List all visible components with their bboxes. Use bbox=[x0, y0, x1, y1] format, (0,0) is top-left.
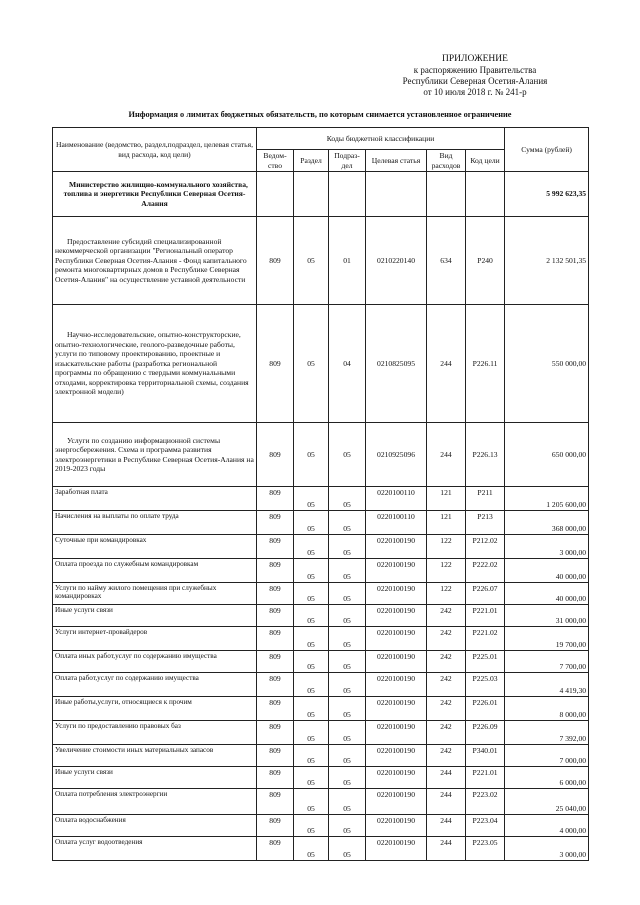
row-section: 05 bbox=[294, 535, 329, 559]
row-dept: 809 bbox=[257, 673, 294, 697]
row-exp-type: 244 bbox=[427, 789, 466, 815]
row-exp-type: 121 bbox=[427, 487, 466, 511]
row-subsection: 05 bbox=[329, 511, 366, 535]
row-dept: 809 bbox=[257, 721, 294, 745]
row-exp-type: 244 bbox=[427, 837, 466, 861]
row-goal: P226.13 bbox=[466, 423, 505, 487]
row-subsection: 05 bbox=[329, 487, 366, 511]
row-name: Иные услуги связи bbox=[53, 605, 257, 627]
row-sum: 7 700,00 bbox=[505, 651, 589, 673]
row-sum: 368 000,00 bbox=[505, 511, 589, 535]
row-name: Услуги по предоставлению правовых баз bbox=[53, 721, 257, 745]
table-row bbox=[53, 651, 589, 673]
row-goal: P226.09 bbox=[466, 721, 505, 745]
row-subsection: 05 bbox=[329, 837, 366, 861]
table-row bbox=[53, 815, 589, 837]
row-sum: 1 205 600,00 bbox=[505, 487, 589, 511]
row-goal: P213 bbox=[466, 511, 505, 535]
row-section: 05 bbox=[294, 423, 329, 487]
row-target: 0220100110 bbox=[366, 487, 427, 511]
row-dept: 809 bbox=[257, 745, 294, 767]
row-goal: P221.01 bbox=[466, 605, 505, 627]
row-section: 05 bbox=[294, 767, 329, 789]
row-sum: 4 000,00 bbox=[505, 815, 589, 837]
row-name: Услуги интернет-провайдеров bbox=[53, 627, 257, 651]
row-subsection: 05 bbox=[329, 745, 366, 767]
row-target: 0220100190 bbox=[366, 535, 427, 559]
row-exp-type: 244 bbox=[427, 305, 466, 423]
row-target: 0220100190 bbox=[366, 815, 427, 837]
col-header-dept: Ведом-ство bbox=[257, 150, 294, 172]
row-goal: P221.02 bbox=[466, 627, 505, 651]
header-line-4: от 10 июля 2018 г. № 241-р bbox=[423, 87, 527, 97]
row-section: 05 bbox=[294, 217, 329, 305]
row-section: 05 bbox=[294, 673, 329, 697]
row-goal: P340.01 bbox=[466, 745, 505, 767]
row-target: 0220100190 bbox=[366, 697, 427, 721]
row-sum: 3 000,00 bbox=[505, 837, 589, 861]
row-dept: 809 bbox=[257, 605, 294, 627]
row-dept: 809 bbox=[257, 559, 294, 583]
row-section: 05 bbox=[294, 789, 329, 815]
row-subsection: 05 bbox=[329, 767, 366, 789]
row-section: 05 bbox=[294, 605, 329, 627]
col-header-name: Наименование (ведомство, раздел,подраздел, целевая статья, вид расхода, код цели) bbox=[53, 128, 257, 172]
row-dept: 809 bbox=[257, 511, 294, 535]
table-row bbox=[53, 697, 589, 721]
table-row bbox=[53, 217, 589, 305]
table-row bbox=[53, 745, 589, 767]
row-sum: 40 000,00 bbox=[505, 559, 589, 583]
budget-table bbox=[52, 127, 589, 861]
row-section: 05 bbox=[294, 511, 329, 535]
ministry-row bbox=[53, 172, 589, 217]
row-name: Оплата проезда по служебным командировкам bbox=[53, 559, 257, 583]
row-goal: P222.02 bbox=[466, 559, 505, 583]
row-exp-type: 634 bbox=[427, 217, 466, 305]
row-sum: 19 700,00 bbox=[505, 627, 589, 651]
row-goal: P226.07 bbox=[466, 583, 505, 605]
row-exp-type: 242 bbox=[427, 697, 466, 721]
row-subsection: 05 bbox=[329, 535, 366, 559]
row-section: 05 bbox=[294, 583, 329, 605]
table-row bbox=[53, 767, 589, 789]
row-target: 0220100190 bbox=[366, 673, 427, 697]
row-dept: 809 bbox=[257, 535, 294, 559]
row-exp-type: 244 bbox=[427, 423, 466, 487]
col-header-goal: Код цели bbox=[466, 150, 505, 172]
row-dept: 809 bbox=[257, 837, 294, 861]
row-section: 05 bbox=[294, 721, 329, 745]
row-section: 05 bbox=[294, 559, 329, 583]
row-goal: P223.04 bbox=[466, 815, 505, 837]
row-sum: 550 000,00 bbox=[505, 305, 589, 423]
row-goal: P226.11 bbox=[466, 305, 505, 423]
row-exp-type: 242 bbox=[427, 651, 466, 673]
row-target: 0220100190 bbox=[366, 605, 427, 627]
row-subsection: 05 bbox=[329, 721, 366, 745]
row-section: 05 bbox=[294, 487, 329, 511]
header-line-2: к распоряжению Правительства bbox=[413, 65, 537, 75]
row-section: 05 bbox=[294, 305, 329, 423]
ministry-name: Министерство жилищно-коммунального хозяйства, топлива и энергетики Республики Северная Осетия-Алания bbox=[53, 172, 257, 217]
row-sum: 7 392,00 bbox=[505, 721, 589, 745]
table-row bbox=[53, 423, 589, 487]
row-target: 0220100190 bbox=[366, 745, 427, 767]
row-dept: 809 bbox=[257, 789, 294, 815]
document-header bbox=[380, 54, 570, 98]
row-goal: P223.05 bbox=[466, 837, 505, 861]
row-sum: 40 000,00 bbox=[505, 583, 589, 605]
row-dept: 809 bbox=[257, 767, 294, 789]
row-sum: 4 419,30 bbox=[505, 673, 589, 697]
row-goal: P225.01 bbox=[466, 651, 505, 673]
row-name: Иные услуги связи bbox=[53, 767, 257, 789]
row-name: Увеличение стоимости иных материальных запасов bbox=[53, 745, 257, 767]
row-target: 0220100110 bbox=[366, 511, 427, 535]
row-subsection: 01 bbox=[329, 217, 366, 305]
row-subsection: 05 bbox=[329, 673, 366, 697]
row-goal: P221.01 bbox=[466, 767, 505, 789]
row-exp-type: 122 bbox=[427, 583, 466, 605]
row-name: Заработная плата bbox=[53, 487, 257, 511]
row-dept: 809 bbox=[257, 627, 294, 651]
row-dept: 809 bbox=[257, 697, 294, 721]
row-exp-type: 242 bbox=[427, 673, 466, 697]
row-goal: P223.02 bbox=[466, 789, 505, 815]
row-exp-type: 242 bbox=[427, 627, 466, 651]
col-header-sum: Сумма (рублей) bbox=[505, 128, 589, 172]
row-dept: 809 bbox=[257, 651, 294, 673]
col-header-target: Целевая статья bbox=[366, 150, 427, 172]
row-section: 05 bbox=[294, 837, 329, 861]
row-name: Оплата иных работ,услуг по содержанию имущества bbox=[53, 651, 257, 673]
row-subsection: 05 bbox=[329, 559, 366, 583]
row-dept: 809 bbox=[257, 487, 294, 511]
row-name: Оплата работ,услуг по содержанию имущества bbox=[53, 673, 257, 697]
row-goal: P226.01 bbox=[466, 697, 505, 721]
table-row bbox=[53, 837, 589, 861]
table-row bbox=[53, 559, 589, 583]
document-title: Информация о лимитах бюджетных обязательств, по которым снимается установленное ограничение bbox=[128, 110, 512, 119]
row-subsection: 05 bbox=[329, 583, 366, 605]
row-sum: 2 132 501,35 bbox=[505, 217, 589, 305]
row-name: Суточные при командировках bbox=[53, 535, 257, 559]
appendix-label: ПРИЛОЖЕНИЕ bbox=[442, 54, 508, 64]
row-name: Иные работы,услуги, относящиеся к прочим bbox=[53, 697, 257, 721]
row-target: 0220100190 bbox=[366, 559, 427, 583]
col-header-subsection: Подраз-дел bbox=[329, 150, 366, 172]
col-header-codes: Коды бюджетной классификации bbox=[257, 128, 505, 150]
row-name: Оплата водоснабжения bbox=[53, 815, 257, 837]
row-dept: 809 bbox=[257, 423, 294, 487]
table-row bbox=[53, 511, 589, 535]
table-row bbox=[53, 627, 589, 651]
row-goal: P225.03 bbox=[466, 673, 505, 697]
row-target: 0210925096 bbox=[366, 423, 427, 487]
row-sum: 8 000,00 bbox=[505, 697, 589, 721]
row-subsection: 04 bbox=[329, 305, 366, 423]
row-exp-type: 244 bbox=[427, 815, 466, 837]
row-section: 05 bbox=[294, 651, 329, 673]
row-target: 0220100190 bbox=[366, 651, 427, 673]
row-subsection: 05 bbox=[329, 651, 366, 673]
row-section: 05 bbox=[294, 697, 329, 721]
row-goal: P212.02 bbox=[466, 535, 505, 559]
row-name: Услуги по созданию информационной системы энергосбережения. Схема и программа развития электроэнергетики в Республике Северная Осетия-Алания на 2019-2023 годы bbox=[53, 423, 257, 487]
row-dept: 809 bbox=[257, 305, 294, 423]
table-row bbox=[53, 487, 589, 511]
row-target: 0220100190 bbox=[366, 789, 427, 815]
row-subsection: 05 bbox=[329, 697, 366, 721]
row-sum: 650 000,00 bbox=[505, 423, 589, 487]
row-section: 05 bbox=[294, 815, 329, 837]
row-subsection: 05 bbox=[329, 815, 366, 837]
row-dept: 809 bbox=[257, 583, 294, 605]
col-header-section: Раздел bbox=[294, 150, 329, 172]
row-target: 0220100190 bbox=[366, 721, 427, 745]
row-subsection: 05 bbox=[329, 605, 366, 627]
row-section: 05 bbox=[294, 745, 329, 767]
row-subsection: 05 bbox=[329, 627, 366, 651]
row-exp-type: 244 bbox=[427, 767, 466, 789]
row-target: 0220100190 bbox=[366, 767, 427, 789]
row-name: Оплата услуг водоотведения bbox=[53, 837, 257, 861]
row-subsection: 05 bbox=[329, 789, 366, 815]
row-name: Услуги по найму жилого помещения при служебных командировках bbox=[53, 583, 257, 605]
table-row bbox=[53, 535, 589, 559]
col-header-exp-type: Вид расходов bbox=[427, 150, 466, 172]
row-subsection: 05 bbox=[329, 423, 366, 487]
table-row bbox=[53, 673, 589, 697]
row-name: Начисления на выплаты по оплате труда bbox=[53, 511, 257, 535]
row-target: 0220100190 bbox=[366, 627, 427, 651]
row-section: 05 bbox=[294, 627, 329, 651]
row-sum: 31 000,00 bbox=[505, 605, 589, 627]
row-target: 0220100190 bbox=[366, 583, 427, 605]
row-sum: 7 000,00 bbox=[505, 745, 589, 767]
header-line-3: Республики Северная Осетия-Алания bbox=[402, 76, 548, 86]
row-goal: P211 bbox=[466, 487, 505, 511]
row-dept: 809 bbox=[257, 815, 294, 837]
ministry-sum: 5 992 623,35 bbox=[505, 172, 589, 217]
row-exp-type: 242 bbox=[427, 721, 466, 745]
table-row bbox=[53, 721, 589, 745]
row-sum: 25 040,00 bbox=[505, 789, 589, 815]
row-exp-type: 122 bbox=[427, 535, 466, 559]
row-target: 0210825095 bbox=[366, 305, 427, 423]
table-row bbox=[53, 305, 589, 423]
row-name: Предоставление субсидий специализированной некоммерческой организации "Региональный оператор Республики Северная Осетия-Алания - Фонд капитального ремонта многоквартирных домов в Республике Северная Осетия-Алания" на осуществление уставной деятельности bbox=[53, 217, 257, 305]
row-exp-type: 122 bbox=[427, 559, 466, 583]
row-exp-type: 242 bbox=[427, 745, 466, 767]
row-exp-type: 242 bbox=[427, 605, 466, 627]
table-row bbox=[53, 789, 589, 815]
row-sum: 6 000,00 bbox=[505, 767, 589, 789]
table-row bbox=[53, 605, 589, 627]
row-exp-type: 121 bbox=[427, 511, 466, 535]
row-name: Оплата потребления электроэнергии bbox=[53, 789, 257, 815]
row-goal: P240 bbox=[466, 217, 505, 305]
row-name: Научно-исследовательские, опытно-конструкторские, опытно-технологические, геолого-разведочные работы, услуги по типовому проектированию, проектные и изыскательские работы (разработка региональной программы по обращению с твердыми коммунальными отходами, корректировка территориальной схемы, создания электронной модели) bbox=[53, 305, 257, 423]
row-target: 0220100190 bbox=[366, 837, 427, 861]
row-target: 0210220140 bbox=[366, 217, 427, 305]
row-sum: 3 000,00 bbox=[505, 535, 589, 559]
row-dept: 809 bbox=[257, 217, 294, 305]
table-row bbox=[53, 583, 589, 605]
